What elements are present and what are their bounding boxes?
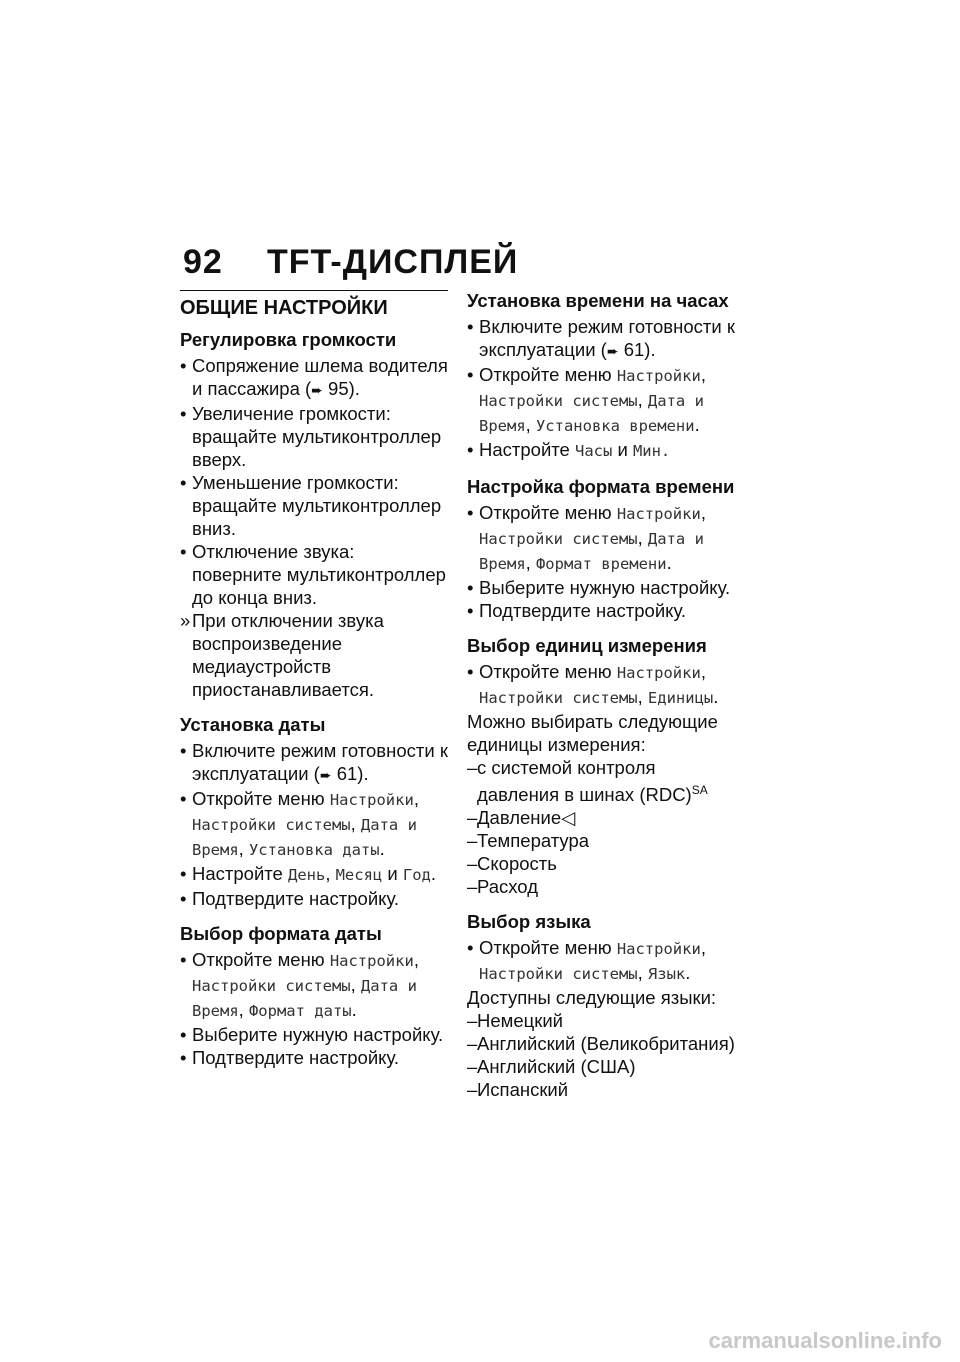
list-item: • Отключение звука: поверните мультиконтроллер до конца вниз. xyxy=(180,540,448,609)
units-options xyxy=(467,756,735,898)
menu-path: Настройки xyxy=(616,940,701,959)
list-item: • Подтвердите настройку. xyxy=(180,1046,448,1069)
date-format-list xyxy=(180,948,448,1069)
menu-path: Настройки xyxy=(329,952,414,970)
menu-path: Настройки системы xyxy=(479,530,638,548)
list-item: – Английский (США) xyxy=(467,1055,735,1078)
sa-badge: SA xyxy=(691,783,708,797)
menu-path: Мин. xyxy=(632,442,671,460)
menu-path: Настройки системы xyxy=(192,816,351,834)
list-item: • Уменьшение громкости: вращайте мультиконтроллер вниз. xyxy=(180,471,448,540)
page-header xyxy=(183,243,518,282)
subheading-date-format: Выбор формата даты xyxy=(180,923,382,944)
menu-path: Настройки xyxy=(329,791,414,809)
list-item: • Настройте День, Месяц и Год. xyxy=(180,862,448,887)
page-title: TFT-ДИСПЛЕЙ xyxy=(267,243,519,281)
subheading-language: Выбор языка xyxy=(467,911,591,933)
list-item: • Подтвердите настройку. xyxy=(467,599,735,622)
language-options xyxy=(467,1009,735,1101)
list-item: • Откройте меню Настройки, Настройки системы, Дата и Время, Формат времени. xyxy=(467,501,735,576)
watermark: carmanualsonline.info xyxy=(708,1328,942,1353)
list-item: • Подтвердите настройку. xyxy=(180,887,448,910)
list-item: • Откройте меню Настройки, Настройки системы, Дата и Время, Установка времени. xyxy=(467,363,735,438)
list-item: – Расход xyxy=(467,875,735,898)
menu-path: Единицы xyxy=(647,689,714,707)
language-list xyxy=(467,936,735,986)
clock-list xyxy=(467,315,735,463)
list-item: • Откройте меню Настройки, Настройки системы, Язык. xyxy=(467,936,735,986)
list-item: – Температура xyxy=(467,829,735,852)
list-item: – Немецкий xyxy=(467,1009,735,1032)
result-item: » При отключении звука воспроизведение медиаустройств приостанавливается. xyxy=(180,609,448,701)
subheading-time-format: Настройка формата времени xyxy=(467,476,735,497)
end-marker-icon: ◁ xyxy=(561,807,576,829)
time-format-list xyxy=(467,501,735,622)
menu-path: Настройки системы xyxy=(479,392,638,410)
menu-path: Настройки системы xyxy=(479,689,638,707)
menu-path: Настройки xyxy=(616,505,701,523)
date-list xyxy=(180,739,448,910)
list-item: • Настройте Часы и Мин. xyxy=(467,438,735,463)
page-number: 92 xyxy=(183,243,223,281)
list-item: – Скорость xyxy=(467,852,735,875)
menu-path: Настройки xyxy=(616,664,701,682)
menu-path: Часы xyxy=(574,442,613,460)
left-column xyxy=(180,290,448,1069)
subheading-clock: Установка времени на часах xyxy=(467,290,729,311)
menu-path: Установка даты xyxy=(248,841,380,859)
arrow-right-icon: ➨ xyxy=(319,767,332,783)
menu-path: Дата и Время xyxy=(192,977,417,1020)
paragraph: Можно выбирать следующие единицы измерения: xyxy=(467,711,718,755)
units-list xyxy=(467,660,735,710)
volume-list xyxy=(180,354,448,701)
menu-path: День xyxy=(287,866,326,884)
menu-path: Формат даты xyxy=(248,1002,352,1020)
list-item: • Откройте меню Настройки, Настройки системы, Дата и Время, Формат даты. xyxy=(180,948,448,1023)
menu-path: Настройки xyxy=(616,367,701,385)
arrow-right-icon: ➨ xyxy=(606,343,619,359)
paragraph: Доступны следующие языки: xyxy=(467,987,717,1009)
menu-path: Дата и Время xyxy=(479,392,704,435)
menu-path: Настройки системы xyxy=(192,977,351,995)
list-item: – с системой контроля давления в шинах (RDC)$^{SA}$ xyxy=(467,756,735,806)
list-item: – Английский (Великобритания) xyxy=(467,1032,735,1055)
subheading-date: Установка даты xyxy=(180,714,326,735)
menu-path: Дата и Время xyxy=(192,816,417,859)
menu-path: Формат времени xyxy=(535,555,667,573)
menu-path: Установка времени xyxy=(535,417,695,435)
list-item: – Испанский xyxy=(467,1078,735,1101)
list-item: • Включите режим готовности к эксплуатации (➨ 61). xyxy=(180,739,448,787)
arrow-right-icon: ➨ xyxy=(311,382,323,398)
subheading-units: Выбор единиц измерения xyxy=(467,635,707,656)
list-item: – Давление◁ xyxy=(467,806,735,829)
menu-path: Год xyxy=(402,866,431,884)
list-item: • Включите режим готовности к эксплуатации (➨ 61). xyxy=(467,315,735,363)
subheading-volume: Регулировка громкости xyxy=(180,329,397,350)
menu-path: Язык xyxy=(647,965,686,984)
menu-path: Настройки системы xyxy=(479,965,638,984)
list-item: • Откройте меню Настройки, Настройки системы, Дата и Время, Установка даты. xyxy=(180,787,448,862)
list-item: • Выберите нужную настройку. xyxy=(180,1023,448,1046)
menu-path: Дата и Время xyxy=(479,530,704,573)
menu-path: Месяц xyxy=(335,866,383,884)
list-item: • Увеличение громкости: вращайте мультиконтроллер вверх. xyxy=(180,402,448,471)
list-item: • Сопряжение шлема водителя и пассажира (➨ 95). xyxy=(180,354,448,402)
right-column xyxy=(467,289,735,1101)
section-title: ОБЩИЕ НАСТРОЙКИ xyxy=(180,297,388,319)
list-item: • Откройте меню Настройки, Настройки системы, Единицы. xyxy=(467,660,735,710)
list-item: • Выберите нужную настройку. xyxy=(467,576,735,599)
